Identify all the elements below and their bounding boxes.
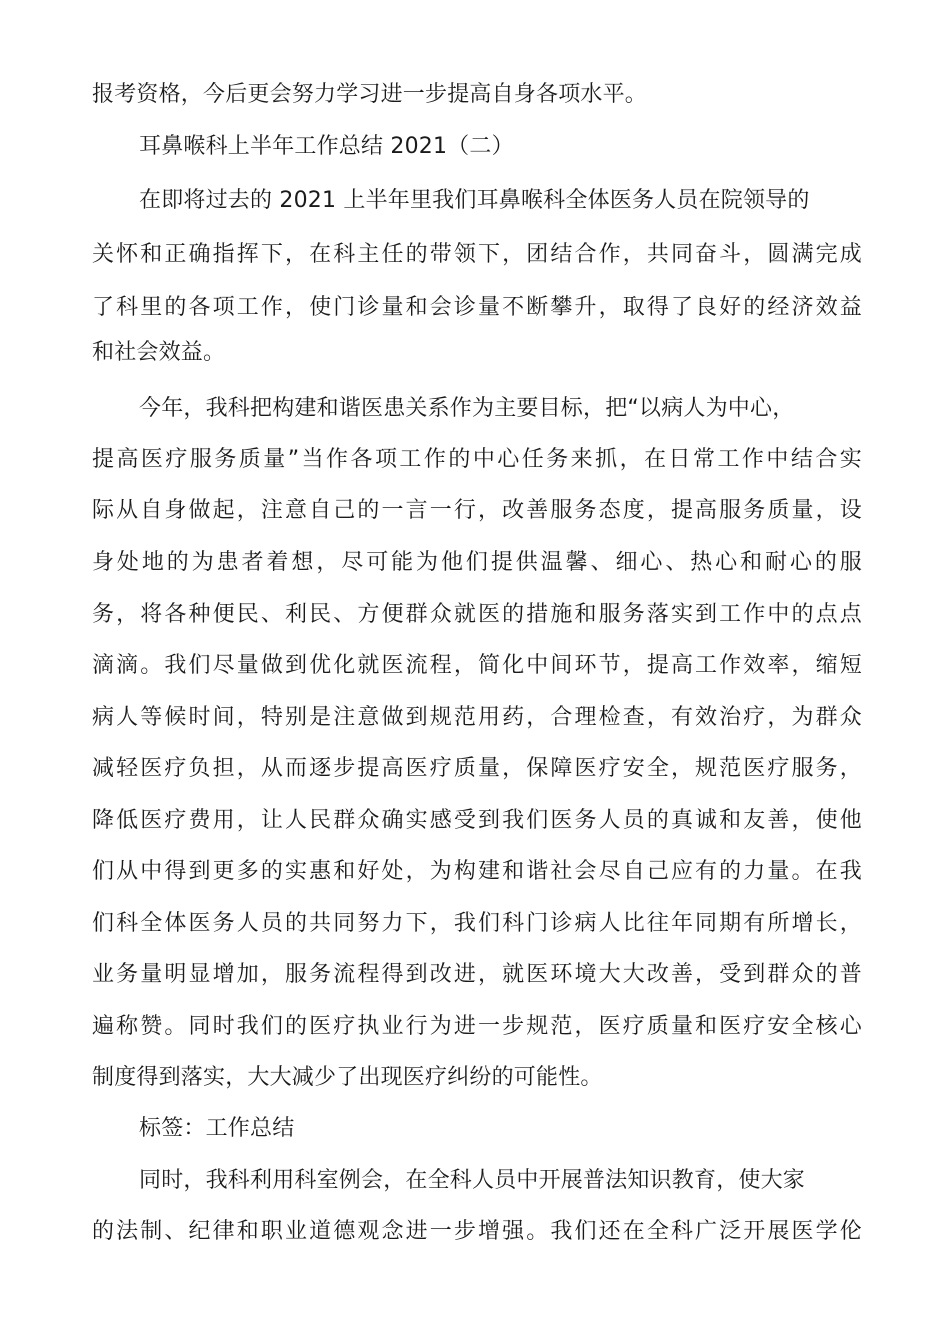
- tag-line: 标签：工作总结: [139, 1116, 295, 1141]
- text-line: 务，将各种便民、利民、方便群众就医的措施和服务落实到工作中的点点: [92, 602, 862, 627]
- text-line: 际从自身做起，注意自己的一言一行，改善服务态度，提高服务质量，设: [92, 498, 862, 523]
- text-line: 提高医疗服务质量”当作各项工作的中心任务来抓，在日常工作中结合实: [92, 447, 862, 472]
- text-line: 制度得到落实，大大减少了出现医疗纠纷的可能性。: [92, 1065, 603, 1090]
- text-line: 降低医疗费用，让人民群众确实感受到我们医务人员的真诚和友善，使他: [92, 808, 862, 833]
- section-heading: 耳鼻喉科上半年工作总结 2021（二）: [139, 134, 514, 159]
- text-line: 和社会效益。: [92, 340, 226, 365]
- text-line: 今年，我科把构建和谐医患关系作为主要目标，把“以病人为中心，: [139, 396, 795, 421]
- text-line: 身处地的为患者着想，尽可能为他们提供温馨、细心、热心和耐心的服: [92, 550, 862, 575]
- text-line: 们从中得到更多的实惠和好处，为构建和谐社会尽自己应有的力量。在我: [92, 859, 862, 884]
- text-line: 了科里的各项工作，使门诊量和会诊量不断攀升，取得了良好的经济效益: [92, 295, 862, 320]
- text-line: 减轻医疗负担，从而逐步提高医疗质量，保障医疗安全，规范医疗服务，: [92, 756, 862, 781]
- text-line: 病人等候时间，特别是注意做到规范用药，合理检查，有效治疗，为群众: [92, 705, 862, 730]
- text-line: 关怀和正确指挥下，在科主任的带领下，团结合作，共同奋斗，圆满完成: [92, 242, 862, 267]
- text-line: 业务量明显增加，服务流程得到改进，就医环境大大改善，受到群众的普: [92, 962, 862, 987]
- text-line: 的法制、纪律和职业道德观念进一步增强。我们还在全科广泛开展医学伦: [92, 1219, 862, 1244]
- text-line: 滴滴。我们尽量做到优化就医流程，简化中间环节，提高工作效率，缩短: [92, 653, 862, 678]
- text-line: 遍称赞。同时我们的医疗执业行为进一步规范，医疗质量和医疗安全核心: [92, 1014, 862, 1039]
- text-line: 在即将过去的 2021 上半年里我们耳鼻喉科全体医务人员在院领导的: [139, 188, 810, 213]
- text-line: 报考资格，今后更会努力学习进一步提高自身各项水平。: [92, 82, 648, 107]
- text-line: 们科全体医务人员的共同努力下，我们科门诊病人比往年同期有所增长，: [92, 911, 862, 936]
- text-line: 同时，我科利用科室例会，在全科人员中开展普法知识教育，使大家: [139, 1168, 806, 1193]
